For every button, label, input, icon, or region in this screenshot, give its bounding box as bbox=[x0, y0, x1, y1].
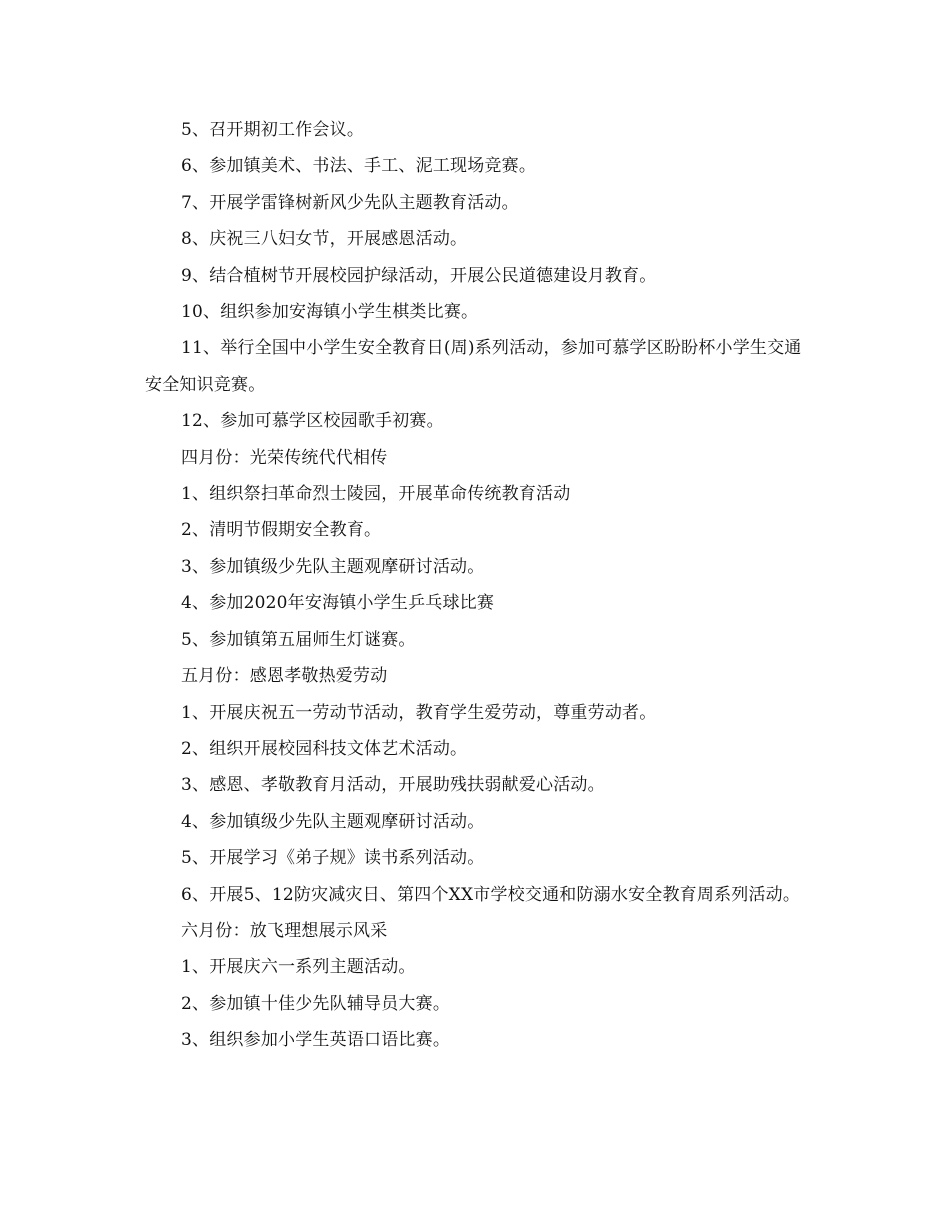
paragraph: 5、召开期初工作会议。 bbox=[181, 120, 365, 140]
section-heading-june: 六月份：放飞理想展示风采 bbox=[181, 920, 388, 941]
paragraph: 3、感恩、孝敬教育月活动，开展助残扶弱献爱心活动。 bbox=[181, 775, 605, 796]
paragraph: 10、组织参加安海镇小学生棋类比赛。 bbox=[181, 302, 479, 323]
paragraph: 2、组织开展校园科技文体艺术活动。 bbox=[181, 738, 468, 759]
paragraph: 8、庆祝三八妇女节，开展感恩活动。 bbox=[181, 229, 468, 250]
paragraph: 6、参加镇美术、书法、手工、泥工现场竞赛。 bbox=[181, 156, 537, 177]
paragraph: 3、参加镇级少先队主题观摩研讨活动。 bbox=[181, 556, 485, 577]
section-heading-may: 五月份：感恩孝敬热爱劳动 bbox=[181, 666, 388, 687]
paragraph: 9、结合植树节开展校园护绿活动，开展公民道德建设月教育。 bbox=[181, 265, 657, 286]
section-heading-april: 四月份：光荣传统代代相传 bbox=[181, 447, 388, 468]
paragraph: 2、参加镇十佳少先队辅导员大赛。 bbox=[181, 993, 451, 1014]
paragraph: 4、参加镇级少先队主题观摩研讨活动。 bbox=[181, 811, 485, 832]
paragraph: 7、开展学雷锋树新风少先队主题教育活动。 bbox=[181, 192, 519, 213]
paragraph: 5、参加镇第五届师生灯谜赛。 bbox=[181, 629, 416, 650]
paragraph: 1、开展庆六一系列主题活动。 bbox=[181, 957, 416, 978]
paragraph: 6、开展5、12防灾减灾日、第四个XX市学校交通和防溺水安全教育周系列活动。 bbox=[181, 884, 801, 905]
paragraph: 2、清明节假期安全教育。 bbox=[181, 520, 382, 541]
paragraph: 11、举行全国中小学生安全教育日(周)系列活动，参加可慕学区盼盼杯小学生交通安全知识竞赛。 bbox=[145, 338, 802, 395]
paragraph: 1、开展庆祝五一劳动节活动，教育学生爱劳动，尊重劳动者。 bbox=[181, 702, 657, 723]
paragraph: 12、参加可慕学区校园歌手初赛。 bbox=[181, 411, 444, 432]
paragraph: 3、组织参加小学生英语口语比赛。 bbox=[181, 1030, 451, 1051]
paragraph: 5、开展学习《弟子规》读书系列活动。 bbox=[181, 848, 485, 869]
document-body bbox=[145, 112, 810, 1059]
paragraph: 4、参加2020年安海镇小学生乒乓球比赛 bbox=[181, 593, 495, 614]
paragraph: 1、组织祭扫革命烈士陵园，开展革命传统教育活动 bbox=[181, 484, 571, 505]
